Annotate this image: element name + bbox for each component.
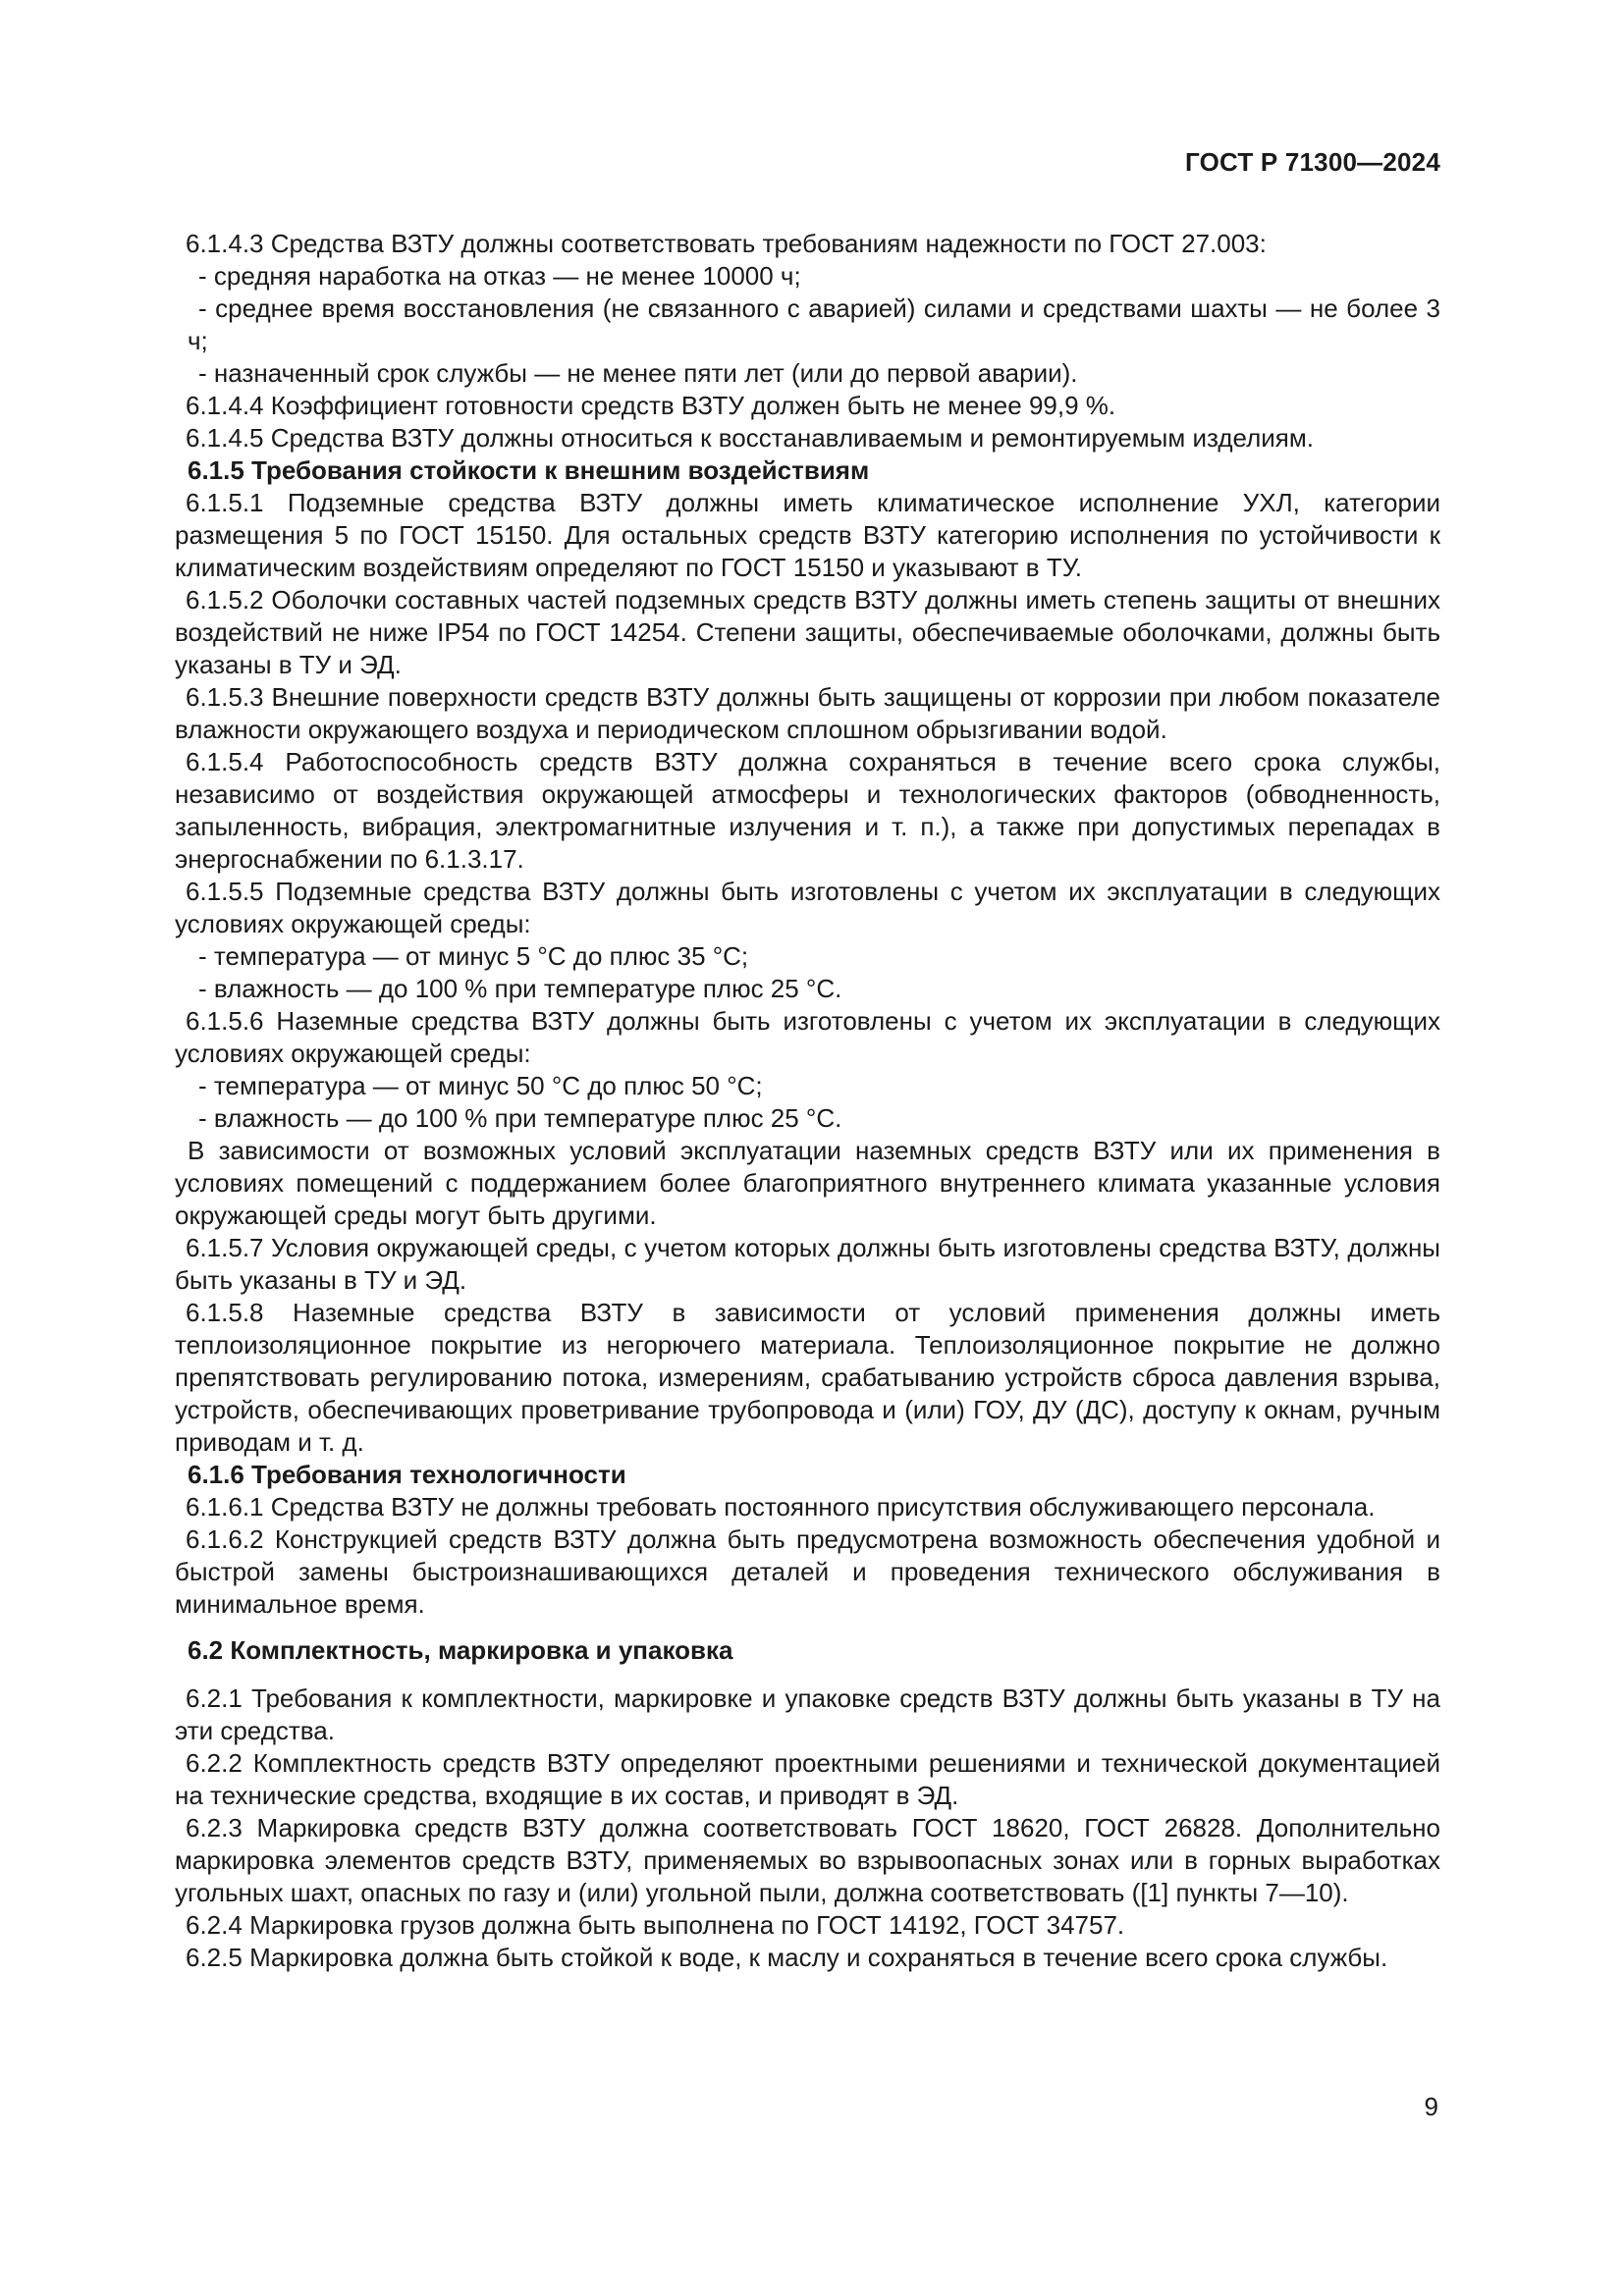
paragraph	[175, 1812, 1440, 1909]
paragraph	[175, 1909, 1440, 1942]
list-item: - среднее время восстановления (не связанного с аварией) силами и средствами шахты — не более 3 ч;	[188, 294, 1440, 355]
clause-number: 6.2.3	[186, 1813, 243, 1842]
clause-number: 6.1.4.3	[186, 229, 264, 258]
clause-number: 6.1.5.4	[186, 747, 264, 776]
clause-number: 6.1.5.3	[186, 682, 264, 712]
paragraph-text: Средства ВЗТУ должны соответствовать требованиям надежности по ГОСТ 27.003:	[270, 229, 1267, 258]
paragraph-text: Наземные средства ВЗТУ в зависимости от условий применения должны иметь теплоизоляционное покрытие из негорючего материала. Теплоизоляционное покрытие не должно препятствовать регулированию потока, измерениям, срабатыванию устройств сброса давления взрыва, устройств, обеспечивающих проветривание трубопровода и (или) ГОУ, ДУ (ДС), доступу к окнам, ручным приводам и т. д.	[175, 1298, 1440, 1457]
paragraph	[175, 876, 1440, 940]
subsection-heading: 6.1.6 Требования технологичности	[188, 1460, 626, 1489]
page-number: 9	[1424, 2092, 1438, 2121]
paragraph-text: Средства ВЗТУ не должны требовать постоянного присутствия обслуживающего персонала.	[270, 1492, 1376, 1522]
clause-number: 6.1.5.2	[186, 585, 264, 614]
paragraph-text: Внешние поверхности средств ВЗТУ должны быть защищены от коррозии при любом показателе влажности окружающего воздуха и периодическом сплошном обрызгивании водой.	[175, 682, 1440, 744]
paragraph	[175, 1232, 1440, 1297]
paragraph	[175, 1135, 1440, 1232]
clause-number: 6.1.5.7	[186, 1233, 264, 1262]
clause-number: 6.1.5.8	[186, 1298, 264, 1327]
paragraph	[175, 1523, 1440, 1621]
clause-number: 6.1.4.5	[186, 423, 264, 453]
paragraph-text: Наземные средства ВЗТУ должны быть изготовлены с учетом их эксплуатации в следующих условиях окружающей среды:	[175, 1006, 1440, 1068]
subsection-heading: 6.1.5 Требования стойкости к внешним воздействиям	[188, 455, 870, 485]
paragraph	[175, 1682, 1440, 1747]
paragraph	[175, 1005, 1440, 1070]
paragraph-text: Подземные средства ВЗТУ должны быть изготовлены с учетом их эксплуатации в следующих условиях окружающей среды:	[175, 877, 1440, 938]
section-heading: 6.2 Комплектность, маркировка и упаковка	[188, 1635, 733, 1665]
list-item: - влажность — до 100 % при температуре плюс 25 °С.	[198, 1103, 842, 1133]
paragraph	[175, 228, 1440, 260]
paragraph-text: Конструкцией средств ВЗТУ должна быть предусмотрена возможность обеспечения удобной и быстрой замены быстроизнашивающихся деталей и проведения технического обслуживания в минимальное время.	[175, 1524, 1440, 1619]
clause-number: 6.1.5.1	[186, 488, 264, 517]
paragraph-text: Коэффициент готовности средств ВЗТУ должен быть не менее 99,9 %.	[270, 391, 1116, 420]
clause-number: 6.1.4.4	[186, 391, 264, 420]
clause-number: 6.2.4	[186, 1910, 243, 1940]
paragraph	[175, 1747, 1440, 1812]
clause-number: 6.2.1	[186, 1683, 243, 1713]
paragraph	[175, 422, 1440, 454]
list-item: - температура — от минус 50 °С до плюс 50 °С;	[198, 1071, 763, 1100]
paragraph-text: Средства ВЗТУ должны относиться к восстанавливаемым и ремонтируемым изделиям.	[270, 423, 1314, 453]
list-item: - средняя наработка на отказ — не менее 10000 ч;	[198, 261, 801, 291]
clause-number: 6.1.5.5	[186, 877, 264, 906]
paragraph-text: Комплектность средств ВЗТУ определяют проектными решениями и технической документацией на технические средства, входящие в их состав, и приводят в ЭД.	[175, 1748, 1440, 1810]
paragraph-text: Требования к комплектности, маркировке и упаковке средств ВЗТУ должны быть указаны в ТУ на эти средства.	[175, 1683, 1440, 1745]
paragraph	[175, 390, 1440, 422]
list-item: - температура — от минус 5 °С до плюс 35 °С;	[198, 941, 749, 971]
clause-number: 6.1.5.6	[186, 1006, 264, 1036]
clause-number: 6.1.6.2	[186, 1524, 264, 1554]
paragraph-text: В зависимости от возможных условий эксплуатации наземных средств ВЗТУ или их применения в условиях помещений с поддержанием более благоприятного внутреннего климата указанные условия окружающей среды могут быть другими.	[175, 1136, 1440, 1230]
paragraph-text: Маркировка должна быть стойкой к воде, к маслу и сохраняться в течение всего срока службы.	[249, 1943, 1388, 1972]
list-item: - влажность — до 100 % при температуре плюс 25 °С.	[198, 974, 842, 1003]
paragraph-text: Работоспособность средств ВЗТУ должна сохраняться в течение всего срока службы, независимо от воздействия окружающей атмосферы и технологических факторов (обводненность, запыленность, вибрация, электромагнитные излучения и т. п.), а также при допустимых перепадах в энергоснабжении по 6.1.3.17.	[175, 747, 1440, 874]
paragraph	[175, 1942, 1440, 1974]
paragraph	[175, 584, 1440, 681]
paragraph	[175, 1297, 1440, 1459]
clause-number: 6.1.6.1	[186, 1492, 264, 1522]
document-body	[175, 228, 1440, 1974]
paragraph	[175, 746, 1440, 876]
paragraph-text: Подземные средства ВЗТУ должны иметь климатическое исполнение УХЛ, категории размещения 5 по ГОСТ 15150. Для остальных средств ВЗТУ категорию исполнения по устойчивости к климатическим воздействиям определяют по ГОСТ 15150 и указывают в ТУ.	[175, 488, 1440, 582]
clause-number: 6.2.2	[186, 1748, 243, 1778]
paragraph	[175, 1491, 1440, 1523]
paragraph-text: Условия окружающей среды, с учетом которых должны быть изготовлены средства ВЗТУ, должны быть указаны в ТУ и ЭД.	[175, 1233, 1440, 1295]
paragraph-text: Маркировка грузов должна быть выполнена по ГОСТ 14192, ГОСТ 34757.	[249, 1910, 1125, 1940]
list-item: - назначенный срок службы — не менее пяти лет (или до первой аварии).	[198, 358, 1078, 388]
paragraph	[175, 681, 1440, 746]
clause-number: 6.2.5	[186, 1943, 243, 1972]
paragraph	[175, 487, 1440, 584]
document-number-header: ГОСТ Р 71300—2024	[1185, 147, 1440, 177]
paragraph-text: Оболочки составных частей подземных средств ВЗТУ должны иметь степень защиты от внешних воздействий не ниже IP54 по ГОСТ 14254. Степени защиты, обеспечиваемые оболочками, должны быть указаны в ТУ и ЭД.	[175, 585, 1440, 679]
paragraph-text: Маркировка средств ВЗТУ должна соответствовать ГОСТ 18620, ГОСТ 26828. Дополнительно маркировка элементов средств ВЗТУ, применяемых во взрывоопасных зонах или в горных выработках угольных шахт, опасных по газу и (или) угольной пыли, должна соответствовать ([1] пункты 7—10).	[175, 1813, 1440, 1907]
